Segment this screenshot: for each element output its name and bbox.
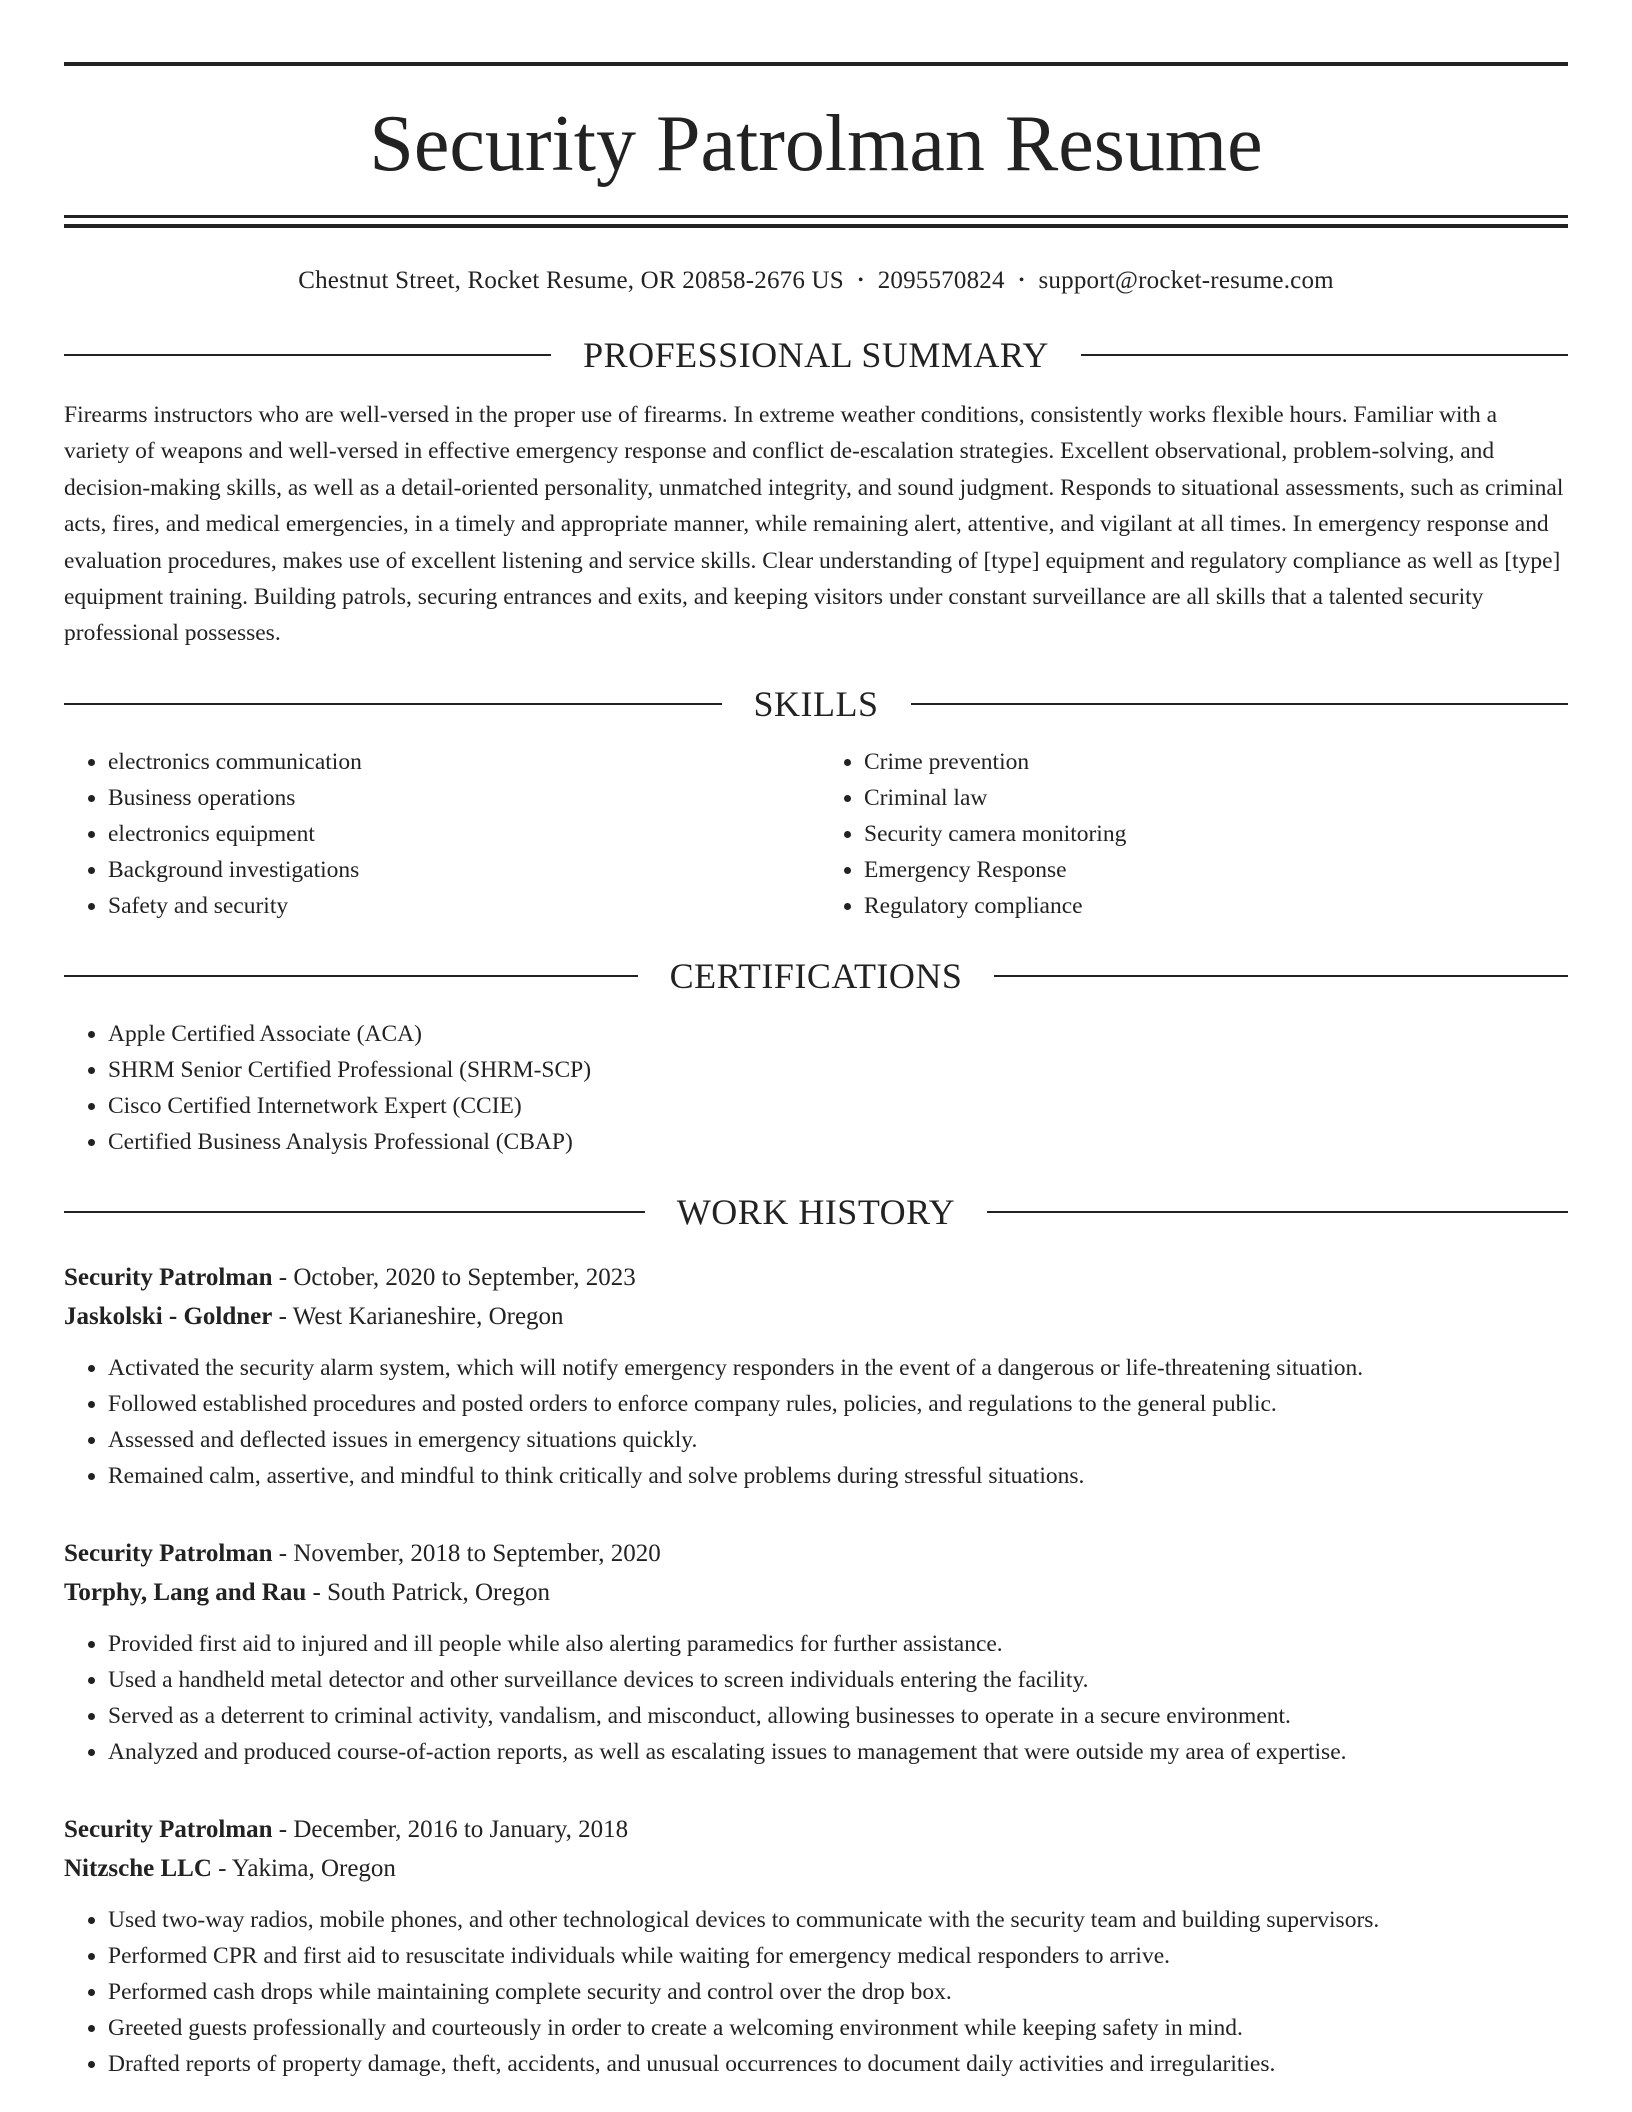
divider-line <box>987 1211 1568 1213</box>
contact-line <box>64 267 1568 295</box>
job-dates: - October, 2020 to September, 2023 <box>272 1263 636 1291</box>
job-duty-item: • Provided first aid to injured and ill people while also alerting paramedics for further assistance. <box>108 1626 1568 1662</box>
job-duty-item: • Activated the security alarm system, which will notify emergency responders in the event of a dangerous or life-threatening situation. <box>108 1350 1568 1386</box>
section-header-summary <box>64 337 1568 373</box>
job-title: Security Patrolman <box>64 1539 273 1567</box>
job-title-line <box>64 1534 1568 1573</box>
job-duty-item: • Performed CPR and first aid to resuscitate individuals while waiting for emergency medical responders to arrive. <box>108 1938 1568 1974</box>
section-title-certifications: CERTIFICATIONS <box>669 955 963 996</box>
job-duty-item: • Drafted reports of property damage, theft, accidents, and unusual occurrences to document daily activities and irregularities. <box>108 2046 1568 2082</box>
job-duty-item: • Analyzed and produced course-of-action reports, as well as escalating issues to management that were outside my area of expertise. <box>108 1734 1568 1770</box>
skill-item: • Safety and security <box>108 888 816 924</box>
divider-line <box>64 354 551 356</box>
job-duty-item: • Used a handheld metal detector and other surveillance devices to screen individuals entering the facility. <box>108 1662 1568 1698</box>
section-title-skills: SKILLS <box>753 683 879 724</box>
work-history-list <box>64 1258 1568 2082</box>
skill-item: • Background investigations <box>108 852 816 888</box>
skill-item-list <box>64 744 816 924</box>
job-duty-item: • Assessed and deflected issues in emergency situations quickly. <box>108 1422 1568 1458</box>
certifications-list <box>64 1016 1568 1160</box>
job-entry <box>64 1534 1568 1770</box>
certification-item-list <box>64 1016 1568 1160</box>
job-dates: - November, 2018 to September, 2020 <box>272 1539 661 1567</box>
skill-item-list <box>816 744 1568 924</box>
title-double-rule <box>64 215 1568 228</box>
job-duty-item: • Served as a deterrent to criminal activity, vandalism, and misconduct, allowing businesses to operate in a secure environment. <box>108 1698 1568 1734</box>
divider-line <box>64 1211 645 1213</box>
job-duty-item: • Remained calm, assertive, and mindful to think critically and solve problems during stressful situations. <box>108 1458 1568 1494</box>
skill-item: • Emergency Response <box>864 852 1568 888</box>
certification-item: • Apple Certified Associate (ACA) <box>108 1016 1568 1052</box>
divider-line <box>1081 354 1568 356</box>
job-duty-item: • Followed established procedures and posted orders to enforce company rules, policies, and regulations to the general public. <box>108 1386 1568 1422</box>
job-duty-item: • Performed cash drops while maintaining complete security and control over the drop box. <box>108 1974 1568 2010</box>
job-company-line <box>64 1849 1568 1888</box>
divider-line <box>64 703 722 705</box>
section-title-work-history: WORK HISTORY <box>676 1191 956 1232</box>
contact-separator: • <box>857 272 864 289</box>
job-dates: - December, 2016 to January, 2018 <box>272 1815 629 1843</box>
job-title: Security Patrolman <box>64 1263 273 1291</box>
top-rule <box>64 62 1568 66</box>
job-company: Nitzsche LLC <box>64 1854 212 1882</box>
skill-item: • electronics equipment <box>108 816 816 852</box>
job-company-line <box>64 1573 1568 1612</box>
job-company: Torphy, Lang and Rau <box>64 1578 307 1606</box>
job-location: - Yakima, Oregon <box>211 1854 396 1882</box>
job-title-line <box>64 1810 1568 1849</box>
divider-line <box>911 703 1569 705</box>
job-entry <box>64 1810 1568 2082</box>
resume-title: Security Patrolman Resume <box>369 100 1263 188</box>
job-duty-item: • Greeted guests professionally and courteously in order to create a welcoming environment while keeping safety in mind. <box>108 2010 1568 2046</box>
skill-item: • Business operations <box>108 780 816 816</box>
skills-list <box>64 744 1568 924</box>
section-header-skills <box>64 683 1568 724</box>
skills-column-right <box>816 744 1568 924</box>
job-duties-list <box>64 1626 1568 1770</box>
contact-phone: 2095570824 <box>877 267 1005 294</box>
job-location: - West Karianeshire, Oregon <box>272 1302 564 1330</box>
skill-item: • Regulatory compliance <box>864 888 1568 924</box>
contact-email: support@rocket-resume.com <box>1038 267 1334 294</box>
certification-item: • SHRM Senior Certified Professional (SHRM-SCP) <box>108 1052 1568 1088</box>
job-location: - South Patrick, Oregon <box>306 1578 550 1606</box>
contact-separator: • <box>1018 272 1025 289</box>
certification-item: • Certified Business Analysis Professional (CBAP) <box>108 1124 1568 1160</box>
job-title-line <box>64 1258 1568 1297</box>
divider-line <box>64 975 638 977</box>
job-company-line <box>64 1297 1568 1336</box>
skill-item: • Security camera monitoring <box>864 816 1568 852</box>
skills-column-left <box>64 744 816 924</box>
job-duties-list <box>64 1902 1568 2082</box>
section-title-summary: PROFESSIONAL SUMMARY <box>583 335 1049 375</box>
skill-item: • electronics communication <box>108 744 816 780</box>
section-header-certifications <box>64 955 1568 996</box>
job-duty-item: • Used two-way radios, mobile phones, and other technological devices to communicate with the security team and building supervisors. <box>108 1902 1568 1938</box>
skill-item: • Criminal law <box>864 780 1568 816</box>
job-duties-list <box>64 1350 1568 1494</box>
summary-text: Firearms instructors who are well-versed in the proper use of firearms. In extreme weather conditions, consistently works flexible hours. Familiar with a variety of weapons and well-versed in effective emergency response and conflict de-escalation strategies. Excellent observational, problem-solving, and decision-making skills, as well as a detail-oriented personality, unmatched integrity, and sound judgment. Responds to situational assessments, such as criminal acts, fires, and medical emergencies, in a timely and appropriate manner, while remaining alert, attentive, and vigilant at all times. In emergency response and evaluation procedures, makes use of excellent listening and service skills. Clear understanding of [type] equipment and regulatory compliance as well as [type] equipment training. Building patrols, securing entrances and exits, and keeping visitors under constant surveillance are all skills that a talented security professional possesses. <box>64 402 1564 647</box>
contact-address: Chestnut Street, Rocket Resume, OR 20858-2676 US <box>298 267 844 294</box>
job-title: Security Patrolman <box>64 1815 273 1843</box>
skill-item: • Crime prevention <box>864 744 1568 780</box>
job-entry <box>64 1258 1568 1494</box>
certification-item: • Cisco Certified Internetwork Expert (CCIE) <box>108 1088 1568 1124</box>
section-header-work-history <box>64 1191 1568 1232</box>
job-company: Jaskolski - Goldner <box>64 1302 273 1330</box>
divider-line <box>994 975 1568 977</box>
